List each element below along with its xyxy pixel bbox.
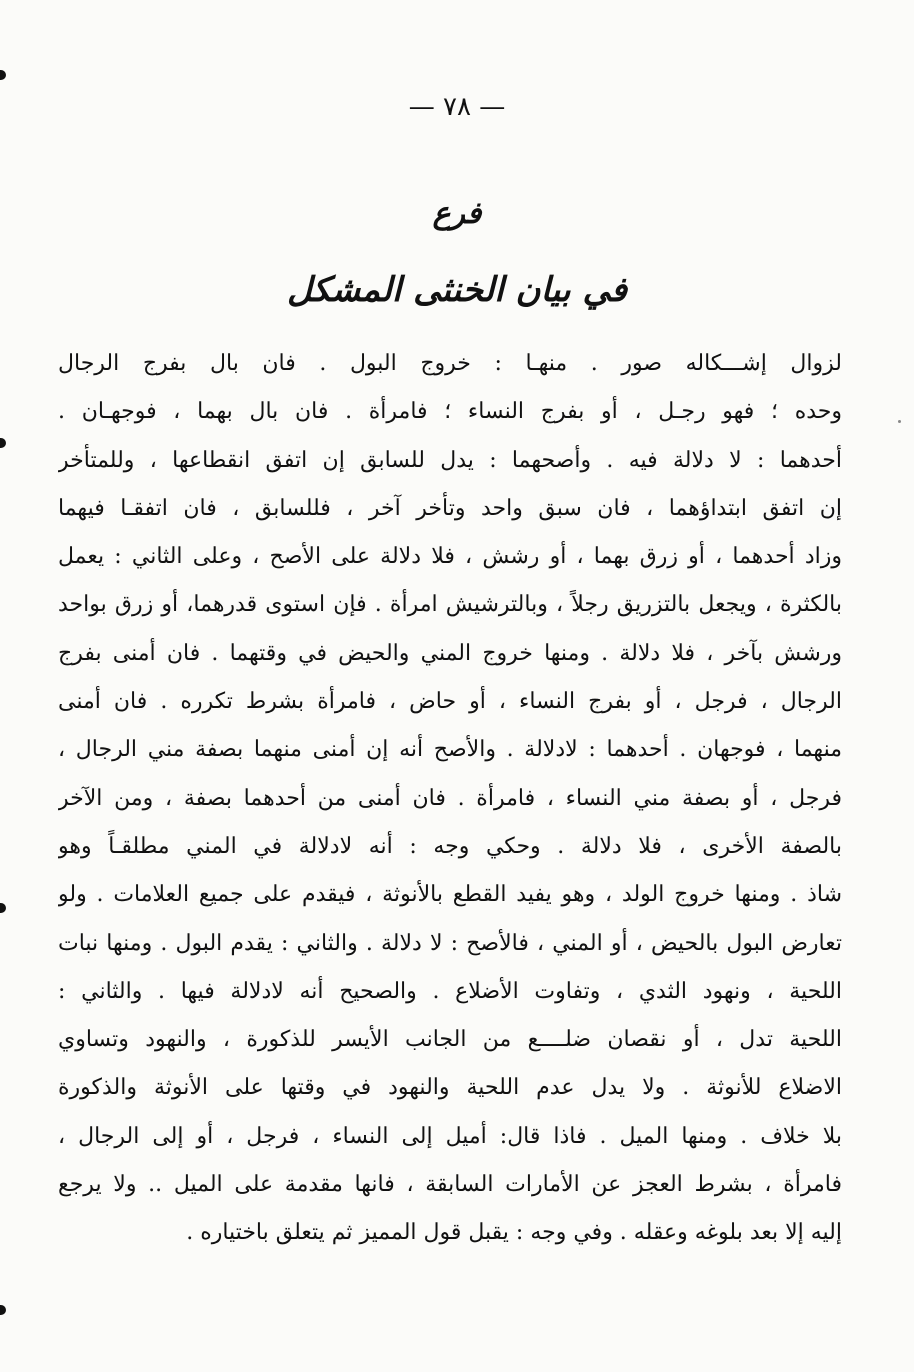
text-line: أحدهما : لا دلالة فيه . وأصحهما : يدل للسابق إن اتفق انقطاعها ، وللمتأخر: [58, 447, 842, 473]
section-title: في بيان الخنثى المشكل: [286, 270, 628, 310]
section-label: فرع: [432, 196, 482, 231]
text-line: بلا خلاف . ومنها الميل . فاذا قال: أميل إلى النساء ، فرجل ، أو إلى الرجال ،: [58, 1123, 842, 1149]
text-line: إليه إلا بعد بلوغه وعقله . وفي وجه : يقبل قول المميز ثم يتعلق باختياره .: [186, 1220, 842, 1246]
margin-mark: [0, 438, 6, 448]
text-line: تعارض البول بالحيض ، أو المني ، فالأصح : لا دلالة . والثاني : يقدم البول . ومنها نبات: [58, 930, 842, 956]
text-line: الرجال ، فرجل ، أو بفرج النساء ، أو حاض ، فامرأة بشرط تكرره . فان أمنى: [58, 689, 842, 715]
text-line: بالصفة الأخرى ، فلا دلالة . وحكي وجه : أنه لادلالة في المني مطلقـاً وهو: [58, 833, 842, 859]
text-line: إن اتفق ابتداؤهما ، فان سبق واحد وتأخر آخر ، فللسابق ، فان اتفقـا فيهما: [58, 495, 842, 521]
text-line: شاذ . ومنها خروج الولد ، وهو يفيد القطع بالأنوثة ، فيقدم على جميع العلامات . ولو: [58, 882, 842, 908]
text-line: ورشش بآخر ، فلا دلالة . ومنها خروج المني والحيض في وقتهما . فان أمنى بفرج: [58, 640, 842, 666]
body-text: [58, 340, 842, 1258]
text-line: منهما ، فوجهان . أحدهما : لادلالة . والأصح أنه إن أمنى منهما بصفة مني الرجال ،: [58, 737, 842, 763]
text-line: بالكثرة ، ويجعل بالتزريق رجلاً ، وبالترشيش امرأة . فإن استوى قدرهما، أو زرق بواحد: [58, 592, 842, 618]
text-line: الاضلاع للأنوثة . ولا يدل عدم اللحية والنهود في وقتها على الأنوثة والذكورة: [58, 1075, 842, 1101]
text-line: اللحية تدل ، أو نقصان ضلــــع من الجانب الأيسر للذكورة ، والنهود وتساوي: [58, 1027, 842, 1053]
margin-mark: [0, 1305, 6, 1315]
text-line: فامرأة ، بشرط العجز عن الأمارات السابقة ، فانها مقدمة على الميل .. ولا يرجع: [58, 1172, 842, 1198]
margin-mark: [0, 903, 6, 913]
text-line: لزوال إشـــكاله صور . منهـا : خروج البول . فان بال بفرج الرجال: [58, 351, 842, 376]
text-line: وحده ؛ فهو رجـل ، أو بفرج النساء ؛ فامرأة . فان بال بهما ، فوجهـان .: [58, 399, 842, 425]
page-number: — ٧٨ —: [408, 92, 506, 122]
text-line: وزاد أحدهما ، أو زرق بهما ، أو رشش ، فلا دلالة على الأصح ، وعلى الثاني : يعمل: [58, 544, 842, 570]
margin-mark: [0, 70, 6, 80]
text-line: فرجل ، أو بصفة مني النساء ، فامرأة . فان أمنى من أحدهما بصفة ، ومن الآخر: [58, 785, 842, 811]
text-line: اللحية ، ونهود الثدي ، وتفاوت الأضلاع . والصحيح أنه لادلالة فيها . والثاني :: [58, 978, 842, 1004]
paper-speck: [898, 420, 901, 423]
